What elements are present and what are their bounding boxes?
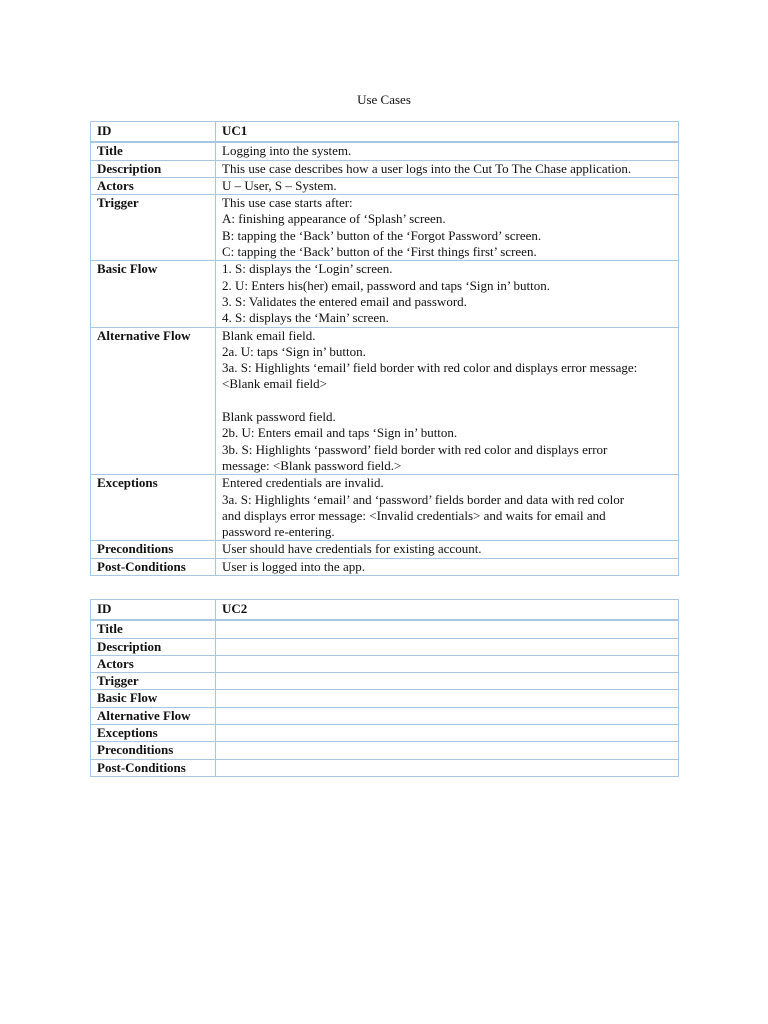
- title-label: Title: [91, 142, 216, 160]
- postconditions-value: User is logged into the app.: [216, 558, 679, 575]
- basic-flow-value: [216, 690, 679, 707]
- id-value: UC2: [216, 600, 679, 621]
- trigger-label: Trigger: [91, 195, 216, 261]
- alternative-flow-line: 2a. U: taps ‘Sign in’ button.: [222, 343, 366, 359]
- alternative-flow-value: [216, 707, 679, 724]
- table-row-title: [91, 142, 679, 160]
- description-label: Description: [91, 638, 216, 655]
- alternative-flow-line: 3a. S: Highlights ‘email’ field border with red color and displays error message:: [222, 360, 638, 376]
- alternative-flow-line: 3b. S: Highlights ‘password’ field border with red color and displays error: [222, 441, 608, 457]
- trigger-line: C: tapping the ‘Back’ button of the ‘First things first’ screen.: [222, 244, 537, 260]
- table-row-actors: [91, 655, 679, 672]
- table-row-description: [91, 638, 679, 655]
- table-row-title: [91, 620, 679, 638]
- table-row-id: [91, 600, 679, 621]
- table-row-id: [91, 122, 679, 143]
- table-row-exceptions: [91, 475, 679, 541]
- table-row-basic-flow: [91, 261, 679, 327]
- exceptions-line: password re-entering.: [222, 524, 335, 540]
- alternative-flow-line: 2b. U: Enters email and taps ‘Sign in’ button.: [222, 425, 458, 441]
- title-value: [216, 620, 679, 638]
- blank-spacer: [222, 393, 672, 409]
- exceptions-label: Exceptions: [91, 475, 216, 541]
- exceptions-line: and displays error message: <Invalid credentials> and waits for email and: [222, 507, 606, 523]
- basic-flow-label: Basic Flow: [91, 690, 216, 707]
- actors-value: [216, 655, 679, 672]
- alternative-flow-label: Alternative Flow: [91, 327, 216, 475]
- exceptions-line: 3a. S: Highlights ‘email’ and ‘password’ fields border and data with red color: [222, 491, 625, 507]
- exceptions-value: [216, 475, 679, 541]
- postconditions-value: [216, 759, 679, 776]
- basic-flow-step: 3. S: Validates the entered email and password.: [222, 293, 467, 309]
- exceptions-line: Entered credentials are invalid.: [222, 475, 384, 491]
- exceptions-value: [216, 725, 679, 742]
- id-label: ID: [91, 122, 216, 143]
- basic-flow-label: Basic Flow: [91, 261, 216, 327]
- preconditions-label: Preconditions: [91, 742, 216, 759]
- description-label: Description: [91, 160, 216, 177]
- table-row-preconditions: [91, 541, 679, 558]
- trigger-line: This use case starts after:: [222, 195, 353, 211]
- actors-label: Actors: [91, 177, 216, 194]
- title-label: Title: [91, 620, 216, 638]
- description-value: [216, 638, 679, 655]
- trigger-label: Trigger: [91, 673, 216, 690]
- basic-flow-value: [216, 261, 679, 327]
- alternative-flow-value: [216, 327, 679, 475]
- id-value: UC1: [216, 122, 679, 143]
- page-title: Use Cases: [357, 92, 411, 107]
- actors-label: Actors: [91, 655, 216, 672]
- alternative-flow-line: Blank email field.: [222, 327, 316, 343]
- basic-flow-step: 1. S: displays the ‘Login’ screen.: [222, 261, 393, 277]
- table-row-description: [91, 160, 679, 177]
- actors-value: U – User, S – System.: [216, 177, 679, 194]
- table-row-trigger: [91, 195, 679, 261]
- basic-flow-step: 4. S: displays the ‘Main’ screen.: [222, 310, 389, 326]
- trigger-value: [216, 673, 679, 690]
- title-value: Logging into the system.: [216, 142, 679, 160]
- description-value: This use case describes how a user logs into the Cut To The Chase application.: [216, 160, 679, 177]
- trigger-line: A: finishing appearance of ‘Splash’ screen.: [222, 211, 446, 227]
- table-row-alternative-flow: [91, 327, 679, 475]
- preconditions-value: User should have credentials for existing account.: [216, 541, 679, 558]
- table-row-alternative-flow: [91, 707, 679, 724]
- id-label: ID: [91, 600, 216, 621]
- preconditions-value: [216, 742, 679, 759]
- trigger-value: [216, 195, 679, 261]
- alternative-flow-line: <Blank email field>: [222, 376, 327, 392]
- use-case-table-uc2: [90, 599, 679, 777]
- table-row-trigger: [91, 673, 679, 690]
- alternative-flow-line: Blank password field.: [222, 409, 336, 425]
- table-row-actors: [91, 177, 679, 194]
- alternative-flow-label: Alternative Flow: [91, 707, 216, 724]
- table-row-postconditions: [91, 759, 679, 776]
- table-row-preconditions: [91, 742, 679, 759]
- table-row-exceptions: [91, 725, 679, 742]
- trigger-line: B: tapping the ‘Back’ button of the ‘Forgot Password’ screen.: [222, 227, 542, 243]
- preconditions-label: Preconditions: [91, 541, 216, 558]
- table-row-postconditions: [91, 558, 679, 575]
- alternative-flow-line: message: <Blank password field.>: [222, 457, 402, 473]
- postconditions-label: Post-Conditions: [91, 558, 216, 575]
- exceptions-label: Exceptions: [91, 725, 216, 742]
- table-row-basic-flow: [91, 690, 679, 707]
- use-case-table-uc1: [90, 121, 679, 576]
- postconditions-label: Post-Conditions: [91, 759, 216, 776]
- basic-flow-step: 2. U: Enters his(her) email, password and taps ‘Sign in’ button.: [222, 277, 550, 293]
